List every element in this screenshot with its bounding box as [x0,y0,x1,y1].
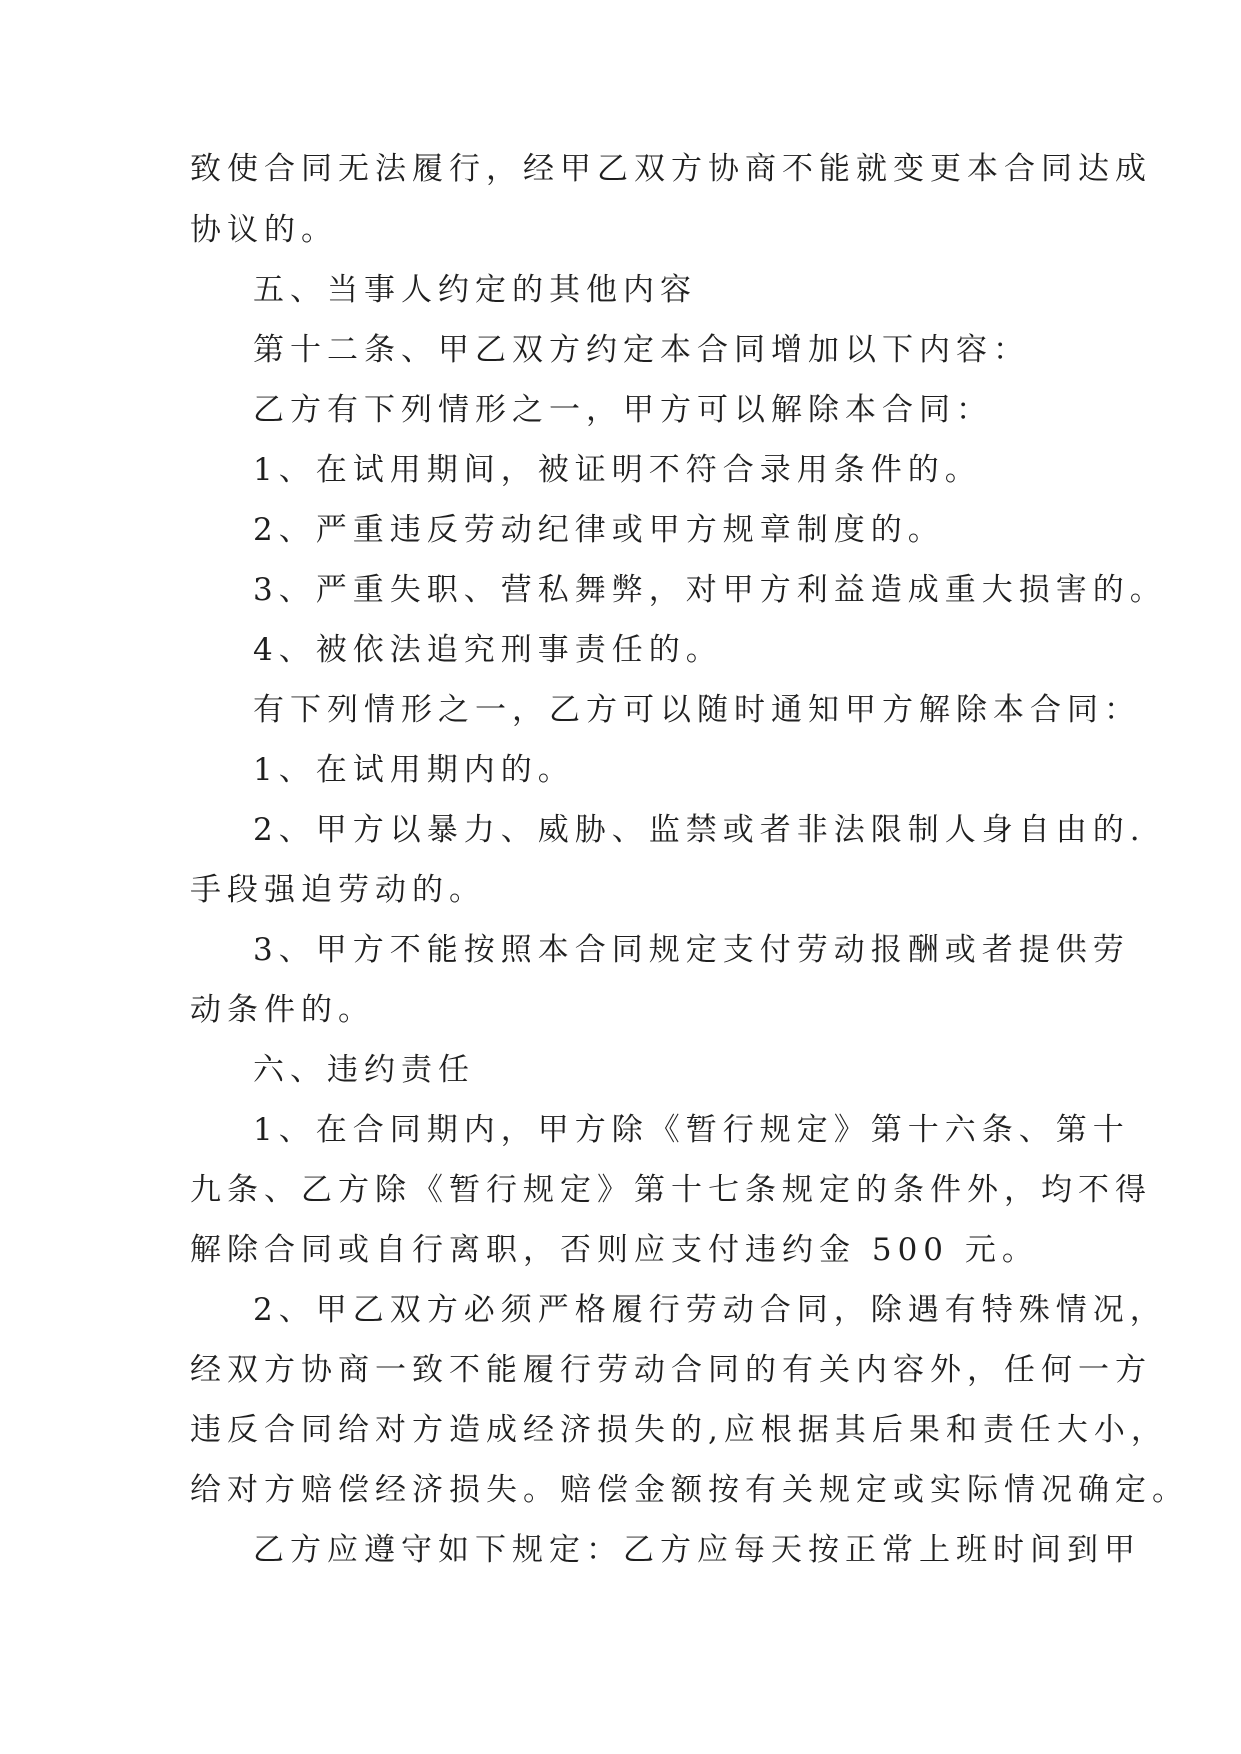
section-heading-other-content: 五、当事人约定的其他内容 [253,272,697,308]
list-item: 2、严重违反劳动纪律或甲方规章制度的。 [253,512,945,548]
text-line-continuation: 致使合同无法履行，经甲乙双方协商不能就变更本合同达成 [190,151,1152,187]
text-line-continuation: 协议的。 [190,212,338,248]
article-12-heading: 第十二条、甲乙双方约定本合同增加以下内容： [253,332,1030,368]
list-item: 3、甲方不能按照本合同规定支付劳动报酬或者提供劳 [253,932,1130,968]
list-item: 4、被依法追究刑事责任的。 [253,632,723,668]
text-line-continuation: 违反合同给对方造成经济损失的,应根据其后果和责任大小， [190,1412,1168,1448]
text-line-continuation: 经双方协商一致不能履行劳动合同的有关内容外，任何一方 [190,1352,1152,1388]
text-line-continuation: 给对方赔偿经济损失。赔偿金额按有关规定或实际情况确定。 [190,1472,1189,1508]
text-line-continuation: 解除合同或自行离职，否则应支付违约金 500 元。 [190,1232,1039,1268]
text-line-continuation: 动条件的。 [190,992,375,1028]
text-line-continuation: 手段强迫劳动的。 [190,872,486,908]
list-item: 2、甲方以暴力、威胁、监禁或者非法限制人身自由的. [253,812,1146,848]
list-item: 1、在试用期间，被证明不符合录用条件的。 [253,452,982,488]
party-b-rules-paragraph: 乙方应遵守如下规定：乙方应每天按正常上班时间到甲 [253,1532,1141,1568]
list-item: 1、在试用期内的。 [253,752,575,788]
party-b-termination-intro: 有下列情形之一，乙方可以随时通知甲方解除本合同： [253,692,1141,728]
list-item: 3、严重失职、营私舞弊，对甲方利益造成重大损害的。 [253,572,1167,608]
text-line-continuation: 九条、乙方除《暂行规定》第十七条规定的条件外，均不得 [190,1172,1152,1208]
party-a-termination-intro: 乙方有下列情形之一，甲方可以解除本合同： [253,392,993,428]
liability-item: 1、在合同期内，甲方除《暂行规定》第十六条、第十 [253,1112,1130,1148]
section-heading-liability: 六、违约责任 [253,1052,475,1088]
liability-item: 2、甲乙双方必须严格履行劳动合同，除遇有特殊情况， [253,1292,1167,1328]
